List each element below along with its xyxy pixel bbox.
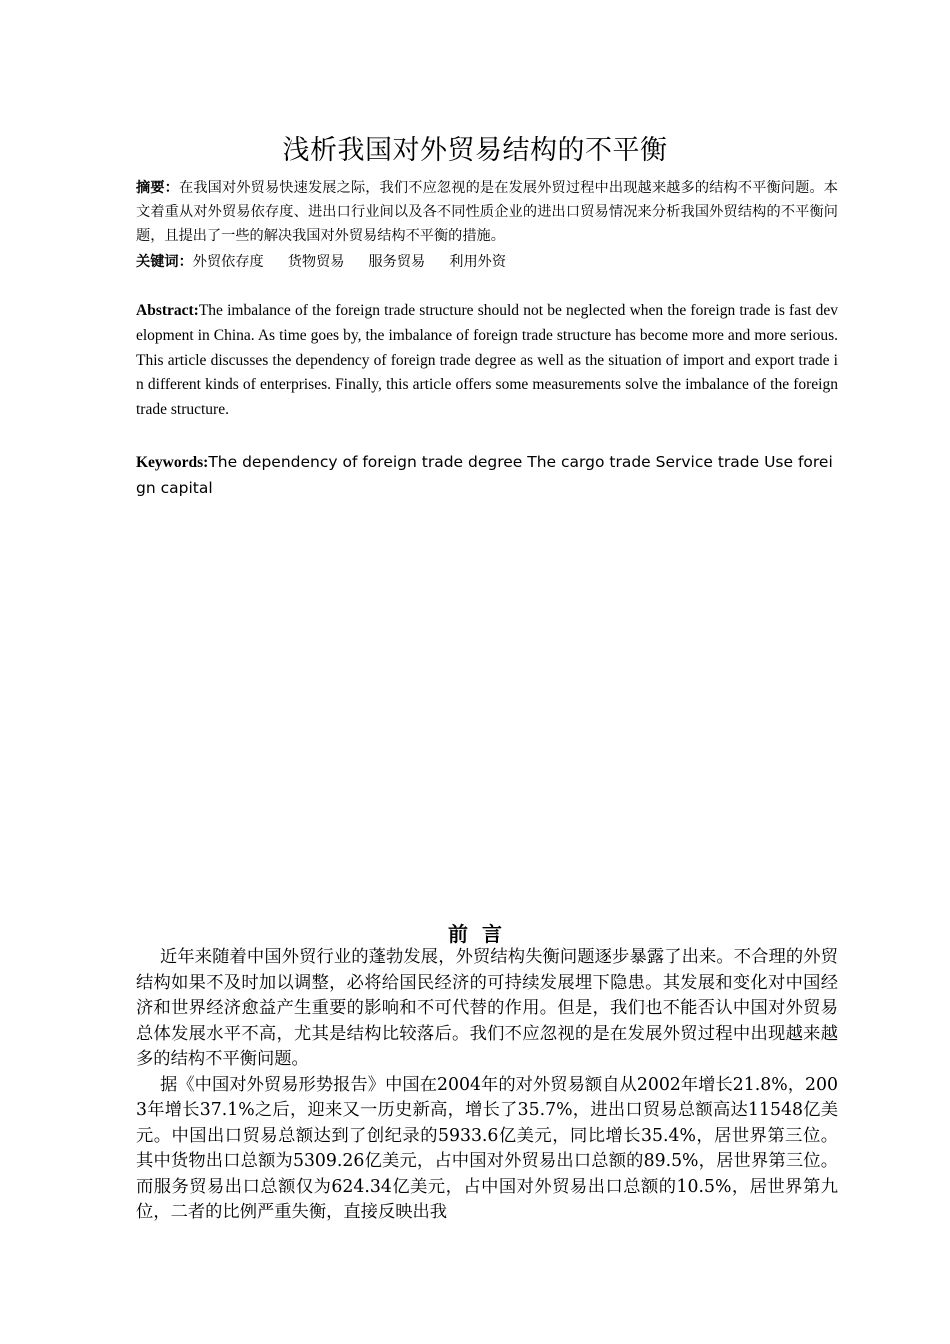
document-title: 浅析我国对外贸易结构的不平衡 [282,135,668,166]
abstract-english-label: Abstract: [136,302,199,319]
preface-paragraph: 近年来随着中国外贸行业的蓬勃发展，外贸结构失衡问题逐步暴露了出来。不合理的外贸结构如果不及时加以调整，必将给国民经济的可持续发展埋下隐患。其发展和变化对中国经济和世界经济愈益产生重要的影响和不可代替的作用。但是，我们也不能否认中国对外贸易总体发展水平不高，尤其是结构比较落后。我们不应忽视的是在发展外贸过程中出现越来越多的结构不平衡问题。 [136,947,838,1069]
keywords-english [136,449,838,501]
keywords-english-label: Keywords: [136,454,209,471]
keyword-chinese-item: 外贸依存度 [192,254,264,270]
abstract-english-text: The imbalance of the foreign trade structure should not be neglected when the foreign trade is fast development in China. As time goes by, the imbalance of foreign trade structure has become more and more serious. This article discusses the dependency of foreign trade degree as well as the situation of import and export trade in different kinds of enterprises. Finally, this article offers some measurements solve the imbalance of the foreign trade structure. [136,302,838,419]
keyword-chinese-item: 利用外资 [449,254,507,270]
preface-paragraph: 据《中国对外贸易形势报告》中国在2004年的对外贸易额自从2002年增长21.8%，2003年增长37.1%之后，迎来又一历史新高，增长了35.7%，进出口贸易总额高达11548亿美元。中国出口贸易总额达到了创纪录的5933.6亿美元，同比增长35.4%，居世界第三位。其中货物出口总额为5309.26亿美元，占中国对外贸易出口总额的89.5%，居世界第三位。而服务贸易出口总额仅为624.34亿美元，占中国对外贸易出口总额的10.5%，居世界第九位，二者的比例严重失衡，直接反映出我 [136,1074,838,1222]
keywords-english-text: The dependency of foreign trade degree The cargo trade Service trade Use foreign capital [136,453,833,497]
abstract-chinese [136,176,838,248]
abstract-chinese-label: 摘要： [136,180,179,196]
keyword-chinese-item: 货物贸易 [287,254,345,270]
keywords-chinese [136,250,838,274]
keywords-chinese-label: 关键词： [136,254,193,270]
abstract-english [136,299,838,423]
preface-body [136,945,838,1226]
abstract-chinese-text: 在我国对外贸易快速发展之际，我们不应忽视的是在发展外贸过程中出现越来越多的结构不平衡问题。本文着重从对外贸易依存度、进出口行业间以及各不同性质企业的进出口贸易情况来分析我国外贸结构的不平衡问题，且提出了一些的解决我国对外贸易结构不平衡的措施。 [136,180,838,244]
preface-heading: 前言 [448,922,516,946]
keyword-chinese-item: 服务贸易 [368,254,426,270]
